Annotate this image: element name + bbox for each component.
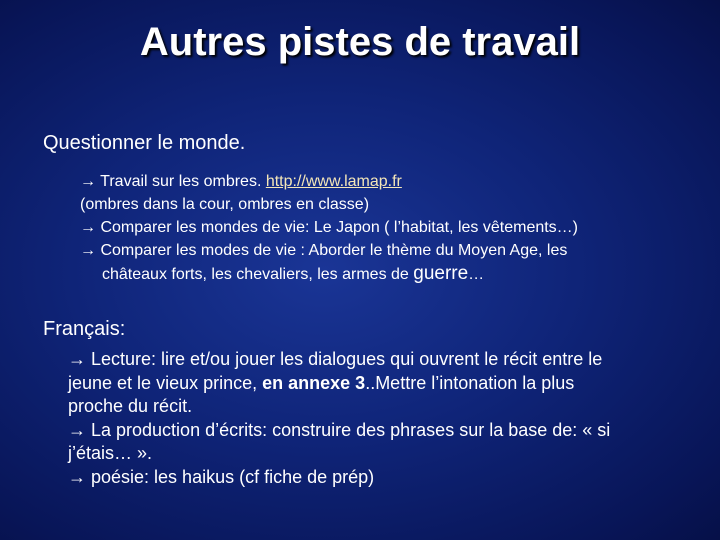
list-item-text: jeune et le vieux prince, — [68, 372, 263, 393]
list-item: → Lecture: lire et/ou jouer les dialogues qui ouvrent le récit entre le — [68, 349, 603, 369]
list-item: → Comparer les modes de vie : Aborder le thème du Moyen Age, les — [80, 242, 568, 259]
list-item-emphasis: guerre — [413, 263, 469, 284]
section-heading-francais: Français: — [43, 318, 126, 340]
section1-list — [80, 170, 578, 286]
list-item-continuation: j’étais… ». — [68, 443, 153, 463]
list-item: → Comparer les mondes de vie: Le Japon ( l’habitat, les vêtements…) — [80, 219, 579, 236]
list-item: → La production d’écrits: construire des phrases sur la base de: « si — [68, 419, 611, 440]
list-item-text: … — [468, 266, 485, 283]
annex-reference: en annexe 3 — [262, 372, 366, 393]
list-item-text: → Travail sur les ombres. — [80, 173, 266, 190]
section2-list — [68, 348, 698, 489]
list-item: → poésie: les haikus (cf fiche de prép) — [68, 466, 375, 487]
list-item-continuation — [80, 262, 578, 286]
list-item-text: ..Mettre l’intonation la plus — [365, 372, 575, 393]
section-heading-questionner: Questionner le monde. — [43, 132, 246, 154]
slide-title: Autres pistes de travail — [139, 20, 581, 64]
list-item-continuation — [68, 372, 698, 396]
list-item-text: châteaux forts, les chevaliers, les armes de — [102, 266, 414, 283]
list-item — [80, 170, 578, 193]
list-item: (ombres dans la cour, ombres en classe) — [80, 196, 370, 213]
list-item-continuation: proche du récit. — [68, 396, 193, 416]
lamap-link[interactable]: http://www.lamap.fr — [265, 173, 402, 190]
